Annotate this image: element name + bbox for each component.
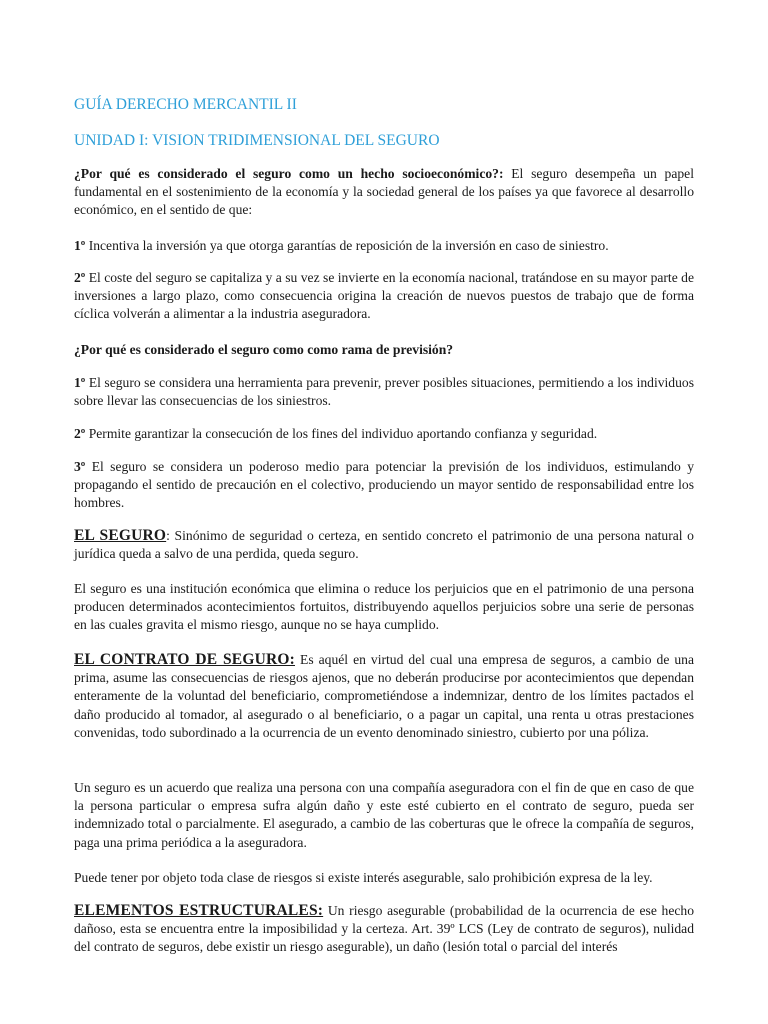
q1-point-1 — [74, 237, 694, 255]
q2-question-text: ¿Por qué es considerado el seguro como como rama de previsión? — [74, 342, 454, 357]
q2-point-1 — [74, 374, 694, 410]
q2-point-2-text: Permite garantizar la consecución de los fines del individuo aportando confianza y seguridad. — [85, 426, 598, 441]
q2-point-1-text: El seguro se considera una herramienta para prevenir, prever posibles situaciones, permitiendo a los individuos sobre llevar las consecuencias de los siniestros. — [74, 375, 694, 409]
seguro-definition-text: : Sinónimo de seguridad o certeza, en sentido concreto el patrimonio de una persona natural o jurídica queda a salvo de una perdida, queda seguro. — [74, 528, 694, 562]
contrato-paragraph-2: Un seguro es un acuerdo que realiza una persona con una compañía aseguradora con el fin de que en caso de que la persona particular o empresa sufra algún daño y este esté cubierto en el contrato de seguro, pueda ser indemnizado total o parcialmente. El asegurado, a cambio de las coberturas que le ofrece la compañía de seguros, paga una prima periódica a la aseguradora. — [74, 780, 694, 850]
contrato-definition-text: Es aquél en virtud del cual una empresa de seguros, a cambio de una prima, asume las consecuencias de riesgos ajenos, que no deberán producirse por acontecimientos que dependan enteramente de la voluntad del beneficiario, comprometiéndose a indemnizar, dentro de los límites pactados el daño producido al tomador, al asegurado o al beneficiario, o a pagar un capital, una renta u otras prestaciones convenidas, todo subordinado a la ocurrencia de un evento denominado siniestro, cubierto por una póliza. — [74, 652, 694, 740]
contrato-term: EL CONTRATO DE SEGURO: — [74, 651, 295, 668]
seguro-term: EL SEGURO — [74, 527, 167, 544]
q1-paragraph — [74, 165, 694, 220]
document-title: GUÍA DERECHO MERCANTIL II — [74, 96, 297, 113]
seguro-paragraph-2: El seguro es una institución económica que elimina o reduce los perjuicios que en el patrimonio de una persona producen determinados acontecimientos fortuitos, distribuyendo aquellos perjuicios sobre una serie de personas en las cuales gravita el mismo riesgo, aunque no se haya cumplido. — [74, 581, 694, 633]
contrato-paragraph-3: Puede tener por objeto toda clase de riesgos si existe interés asegurable, salo prohibición expresa de la ley. — [74, 870, 653, 885]
contrato-definition — [74, 651, 694, 742]
elementos-term: ELEMENTOS ESTRUCTURALES: — [74, 902, 324, 919]
q1-answer: El seguro desempeña un papel fundamental en el sostenimiento de la economía y la sociedad general de los países ya que favorece al desarrollo económico, en el sentido de que: — [74, 166, 694, 218]
q1-point-2 — [74, 269, 694, 324]
q2-point-2 — [74, 425, 694, 443]
seguro-definition — [74, 527, 694, 563]
q1-point-2-num: 2º — [74, 270, 86, 285]
q1-question: ¿Por qué es considerado el seguro como un hecho socioeconómico?: — [74, 166, 504, 181]
q2-question — [74, 341, 694, 359]
q2-point-3 — [74, 458, 694, 513]
q2-point-1-num: 1º — [74, 375, 86, 390]
q2-point-2-num: 2º — [74, 426, 86, 441]
q1-point-1-text: Incentiva la inversión ya que otorga garantías de reposición de la inversión en caso de siniestro. — [85, 238, 609, 253]
elementos-definition-text: Un riesgo asegurable (probabilidad de la ocurrencia de ese hecho dañoso, esta se encuentra entre la imposibilidad y la certeza. Art. 39º LCS (Ley de contrato de seguros), nulidad del contrato de seguros, debe existir un riesgo asegurable), un daño (lesión total o parcial del interés — [74, 903, 695, 955]
q1-point-2-text: El coste del seguro se capitaliza y a su vez se invierte en la economía nacional, tratándose en su mayor parte de inversiones a largo plazo, como consecuencia origina la creación de nuevos puestos de trabajo que de forma cíclica volverán a alimentar a la industria aseguradora. — [74, 270, 694, 322]
q1-point-1-num: 1º — [74, 238, 86, 253]
q2-point-3-text: El seguro se considera un poderoso medio para potenciar la previsión de los individuos, estimulando y propagando el sentido de precaución en el colectivo, produciendo un mayor sentido de responsabilidad entre los hombres. — [74, 459, 694, 511]
unit-heading: UNIDAD I: VISION TRIDIMENSIONAL DEL SEGURO — [74, 132, 440, 149]
elementos-paragraph — [74, 902, 694, 957]
q2-point-3-num: 3º — [74, 459, 86, 474]
